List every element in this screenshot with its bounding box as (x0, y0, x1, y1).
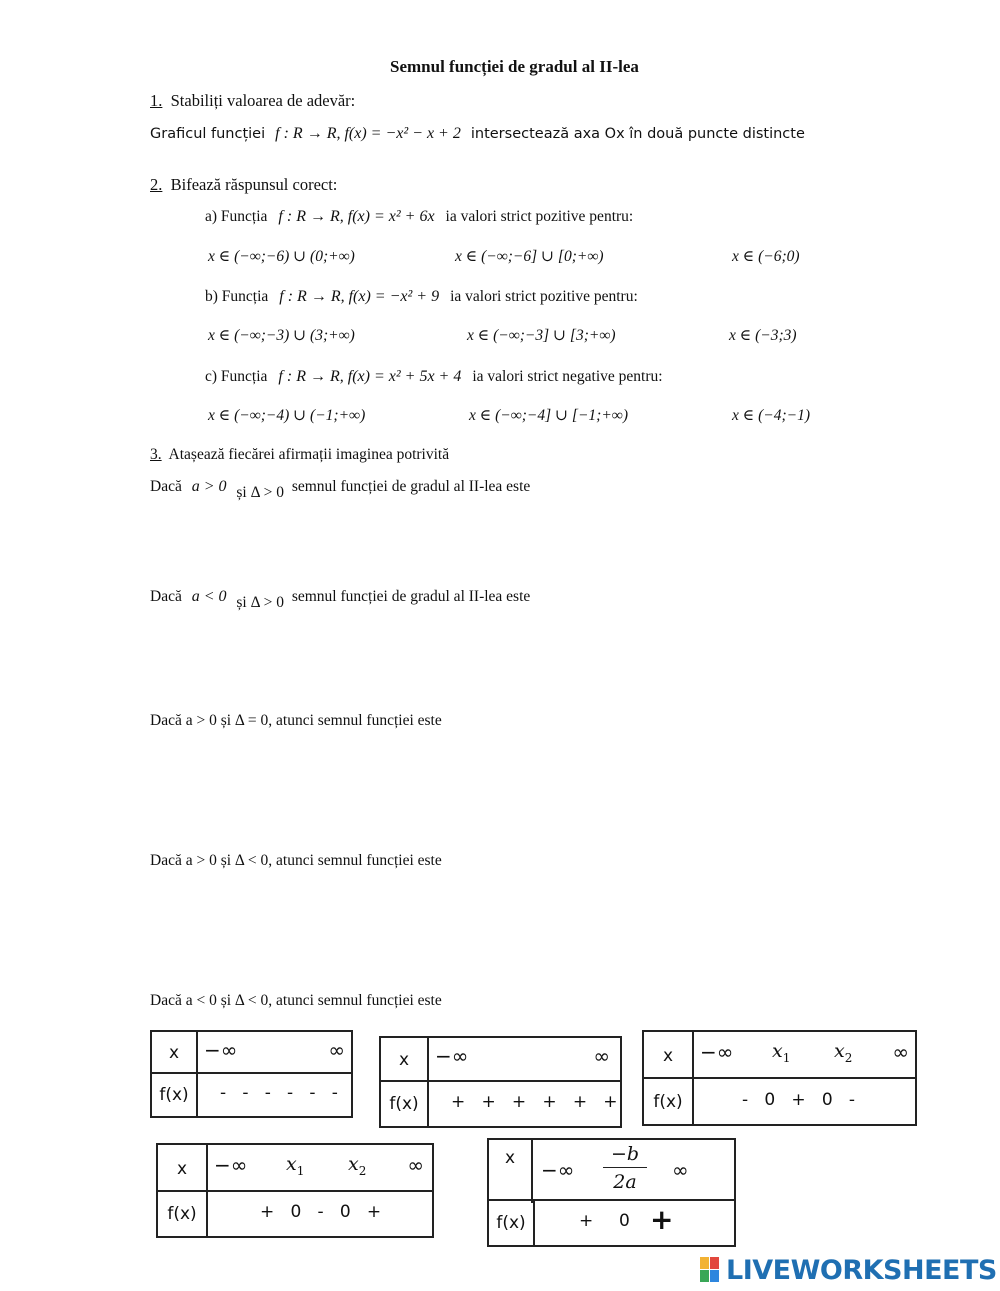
q3-number: 3. (150, 446, 162, 463)
t1-inf: ∞ (328, 1038, 345, 1062)
q3-statement-3: Dacă a > 0 și Δ = 0, atunci semnul funcției este (150, 712, 442, 729)
t5-sign-3: + (650, 1203, 674, 1236)
q3-statement-2 (150, 588, 531, 611)
q1-suffix: intersectează axa Ox în două puncte distincte (470, 126, 805, 142)
q2-item-a (205, 208, 633, 226)
t4-signs: + 0 - 0 + (260, 1202, 382, 1222)
t4-x1 (286, 1153, 304, 1178)
t4-x2 (348, 1153, 366, 1178)
q3s1-rest: semnul funcției de gradul al II-lea este (291, 478, 531, 495)
logo-mark-icon (700, 1257, 720, 1283)
t5-sign-2: 0 (619, 1211, 630, 1231)
t5-x-label: x (489, 1140, 533, 1203)
q2a-option-2[interactable]: x ∈ (−∞;−6] ∪ [0;+∞) (455, 248, 604, 265)
page-title: Semnul funcției de gradul al II-lea (390, 57, 639, 76)
t4-fx-label: f(x) (158, 1192, 208, 1236)
q3s2-cond2: și Δ > 0 (236, 594, 284, 611)
q2a-formula: f : R → R, f(x) = x² + 6x (278, 208, 435, 225)
t3-x2-sub: 2 (844, 1050, 853, 1065)
q3s2-cond1: a < 0 (191, 588, 227, 605)
t3-minus-inf: −∞ (700, 1040, 734, 1064)
t3-x1 (772, 1040, 790, 1065)
q2b-option-2[interactable]: x ∈ (−∞;−3] ∪ [3;+∞) (467, 327, 616, 344)
t2-x-label: x (381, 1038, 429, 1082)
sign-table-5[interactable] (487, 1138, 736, 1247)
q2c-option-2[interactable]: x ∈ (−∞;−4] ∪ [−1;+∞) (469, 407, 628, 424)
t4-x2-sub: 2 (358, 1163, 367, 1178)
q2b-option-1[interactable]: x ∈ (−∞;−3) ∪ (3;+∞) (208, 327, 355, 344)
t3-signs: - 0 + 0 - (742, 1090, 855, 1110)
q2c-tail: ia valori strict negative pentru: (472, 368, 663, 385)
t4-x1-base: x (286, 1153, 297, 1175)
q2-number: 2. (150, 175, 163, 194)
q2a-lead: a) Funcția (205, 208, 268, 225)
q1-statement (150, 125, 805, 143)
q2c-option-3[interactable]: x ∈ (−4;−1) (732, 407, 811, 424)
t2-fx-label: f(x) (381, 1082, 429, 1126)
t3-inf: ∞ (892, 1040, 909, 1064)
t3-fx-label: f(x) (644, 1079, 694, 1124)
t4-inf: ∞ (407, 1153, 424, 1177)
q2c-option-1[interactable]: x ∈ (−∞;−4) ∪ (−1;+∞) (208, 407, 366, 424)
q2b-tail: ia valori strict pozitive pentru: (450, 288, 638, 305)
t3-x1-base: x (772, 1040, 783, 1062)
q1-number: 1. (150, 91, 163, 110)
t5-minus-inf: −∞ (541, 1158, 575, 1182)
q2b-lead: b) Funcția (205, 288, 269, 305)
q1-header (150, 91, 355, 111)
t1-signs: - - - - - - (220, 1083, 338, 1103)
t3-x2 (834, 1040, 852, 1065)
q2-item-c (205, 368, 663, 386)
q3-header (150, 446, 449, 464)
q1-prefix: Graficul funcției (150, 126, 266, 142)
t3-x1-sub: 1 (782, 1050, 791, 1065)
t3-x2-base: x (834, 1040, 845, 1062)
q2c-formula: f : R → R, f(x) = x² + 5x + 4 (278, 368, 462, 385)
t2-signs: + + + + + + (451, 1092, 618, 1112)
sign-table-3[interactable] (642, 1030, 917, 1126)
q2b-formula: f : R → R, f(x) = −x² + 9 (279, 288, 440, 305)
q2a-option-3[interactable]: x ∈ (−6;0) (732, 248, 800, 265)
t5-fraction-num: −b (603, 1141, 647, 1168)
q2c-lead: c) Funcția (205, 368, 268, 385)
q2a-option-1[interactable]: x ∈ (−∞;−6) ∪ (0;+∞) (208, 248, 355, 265)
q2a-tail: ia valori strict pozitive pentru: (445, 208, 634, 225)
q3s2-dacă: Dacă (150, 588, 182, 605)
t5-fraction (603, 1141, 647, 1196)
q3s1-dacă: Dacă (150, 478, 182, 495)
t1-x-label: x (152, 1032, 198, 1074)
q3-prompt: Atașează fiecărei afirmații imaginea potrivită (168, 446, 450, 463)
t4-x2-base: x (348, 1153, 359, 1175)
q3-statement-4: Dacă a > 0 și Δ < 0, atunci semnul funcției este (150, 852, 442, 869)
t1-minus-inf: −∞ (204, 1038, 238, 1062)
q1-formula: f : R → R, f(x) = −x² − x + 2 (275, 125, 461, 142)
t1-fx-label: f(x) (152, 1074, 198, 1116)
q2b-option-3[interactable]: x ∈ (−3;3) (729, 327, 797, 344)
t4-x-label: x (158, 1145, 208, 1192)
t2-inf: ∞ (593, 1044, 610, 1068)
t5-fx-label: f(x) (489, 1201, 535, 1245)
q2-item-b (205, 288, 638, 306)
t4-x1-sub: 1 (296, 1163, 305, 1178)
t5-fraction-den: 2a (613, 1171, 637, 1193)
sign-table-4[interactable] (156, 1143, 434, 1238)
q3-statement-1 (150, 478, 531, 501)
q3-statement-5: Dacă a < 0 și Δ < 0, atunci semnul funcției este (150, 992, 442, 1009)
q1-prompt: Stabiliți valoarea de adevăr: (170, 91, 356, 110)
t5-inf: ∞ (672, 1158, 689, 1182)
q3s2-rest: semnul funcției de gradul al II-lea este (291, 588, 531, 605)
q2-header (150, 175, 337, 195)
t2-minus-inf: −∞ (435, 1044, 469, 1068)
q3s1-cond1: a > 0 (191, 478, 227, 495)
q2-prompt: Bifează răspunsul corect: (170, 175, 338, 194)
logo-wordmark: LIVEWORKSHEETS (726, 1254, 997, 1286)
q3s1-cond2: și Δ > 0 (236, 484, 284, 501)
t4-minus-inf: −∞ (214, 1153, 248, 1177)
sign-table-2[interactable] (379, 1036, 622, 1128)
sign-table-1[interactable] (150, 1030, 353, 1118)
t3-x-label: x (644, 1032, 694, 1079)
t5-sign-1: + (579, 1211, 594, 1231)
liveworksheets-logo (700, 1255, 997, 1285)
